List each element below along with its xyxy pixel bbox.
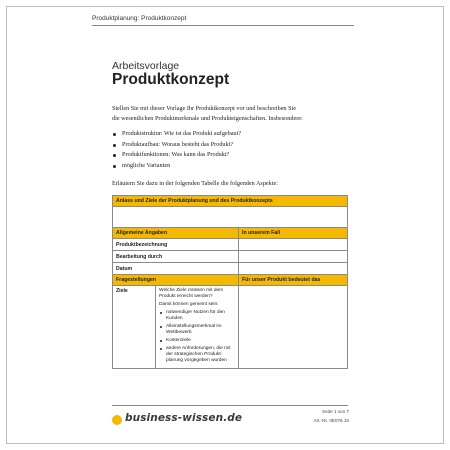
- goals-hint: Damit können gemeint sein:: [159, 302, 219, 307]
- bullet-icon: [113, 133, 116, 136]
- row-label: Datum: [113, 263, 239, 275]
- goals-label: Ziele: [113, 286, 156, 369]
- bullet-icon: [160, 326, 162, 328]
- occasion-input-cell[interactable]: [113, 207, 348, 228]
- meaning-header: Für unser Produkt bedeutet das: [239, 275, 348, 286]
- brand-dot-icon: [112, 415, 122, 425]
- concept-table: [112, 195, 348, 369]
- bullet-icon: [113, 144, 116, 147]
- list-item: Alleinstellungsmerkmal im Wettbewerb: [159, 324, 235, 336]
- bullet-icon: [160, 348, 162, 350]
- editor-input-cell[interactable]: [239, 251, 348, 263]
- list-item: Produktfunktionen: Was kann das Produkt?: [112, 150, 344, 161]
- article-number: Art.-Nr. 0E076.16: [313, 418, 349, 423]
- running-header: Produktplanung: Produktkonzept: [92, 15, 187, 22]
- goals-question: Welche Ziele müssen mit dem Produkt erreicht werden?: [159, 288, 224, 299]
- aspect-list: [112, 129, 344, 171]
- document-kicker: Arbeitsvorlage: [112, 60, 180, 72]
- bullet-icon: [160, 340, 162, 342]
- intro-text: [112, 104, 344, 124]
- bullet-icon: [160, 312, 162, 314]
- brand-logo: business-wissen.de: [125, 412, 243, 424]
- bullet-icon: [113, 165, 116, 168]
- bullet-icon: [113, 154, 116, 157]
- list-item: Produktaufbau: Woraus besteht das Produkt?: [112, 140, 344, 151]
- list-item: notwendiger Nutzen für den Kunden: [159, 310, 235, 322]
- goals-list: [159, 310, 235, 364]
- questions-header: Fragestellungen: [113, 275, 239, 286]
- header-divider: [92, 25, 354, 26]
- document-title: Produktkonzept: [112, 71, 230, 88]
- page-number: Seite 1 von 7: [322, 409, 349, 414]
- intro-line: Stellen Sie mit dieser Vorlage Ihr Produktkonzept vor und beschreiben Sie: [112, 105, 296, 112]
- row-label: Bearbeitung durch: [113, 251, 239, 263]
- general-header: Allgemeine Angaben: [113, 228, 239, 239]
- list-item: mögliche Varianten: [112, 161, 344, 172]
- list-item: andere Anforderungen, die mit der strategischen Produktplanung vorgegeben wurden: [159, 346, 235, 364]
- goals-input-cell[interactable]: [239, 286, 348, 369]
- row-label: Produktbezeichnung: [113, 239, 239, 251]
- in-our-case-header: In unserem Fall: [239, 228, 348, 239]
- list-item: Produktstruktur: Wie ist das Produkt aufgebaut?: [112, 129, 344, 140]
- section-header: Anlass und Ziele der Produktplanung und des Produktkonzepts: [113, 196, 348, 207]
- table-lead-text: Erläutern Sie dazu in der folgenden Tabelle die folgenden Aspekte:: [112, 180, 278, 187]
- date-input-cell[interactable]: [239, 263, 348, 275]
- product-name-input-cell[interactable]: [239, 239, 348, 251]
- intro-line: die wesentlichen Produktmerkmale und Produkteigenschaften. Insbesondere:: [112, 115, 303, 122]
- footer-divider: [112, 405, 348, 406]
- list-item: Kostenziele: [159, 338, 235, 344]
- goals-description: [156, 286, 239, 369]
